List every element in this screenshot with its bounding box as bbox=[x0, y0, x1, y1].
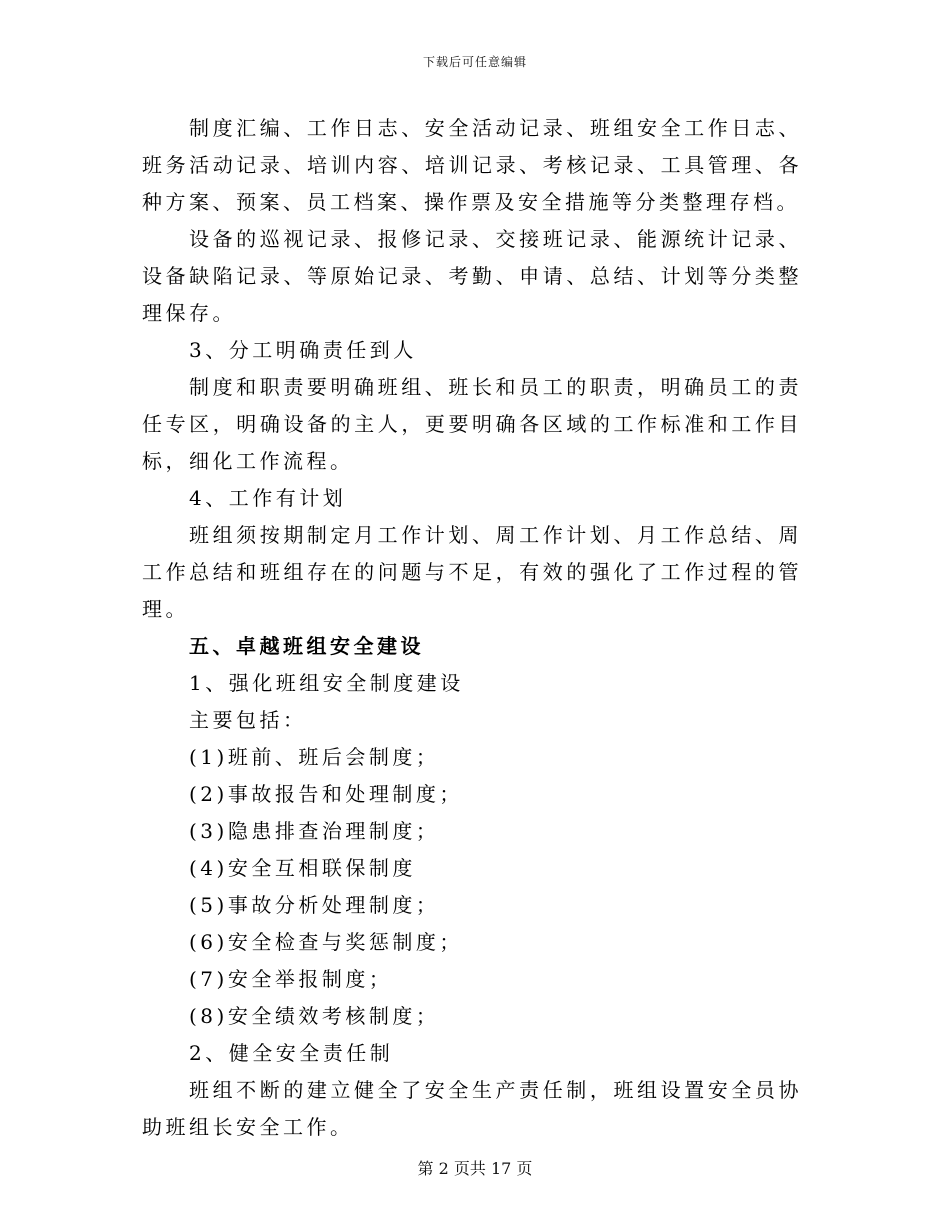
list-item: (6)安全检查与奖惩制度； bbox=[189, 930, 463, 954]
list-item: (1)班前、班后会制度； bbox=[189, 745, 440, 769]
page-header: 下载后可任意编辑 bbox=[422, 55, 527, 69]
paragraph-equipment-records: 设备的巡视记录、报修记录、交接班记录、能源统计记录、设备缺陷记录、等原始记录、考勤、申请、总结、计划等分类整理保存。 bbox=[142, 227, 802, 325]
subheading-responsibility-system: 2、健全安全责任制 bbox=[189, 1041, 394, 1065]
paragraph-safety-officer: 班组不断的建立健全了安全生产责任制，班组设置安全员协助班组长安全工作。 bbox=[142, 1078, 802, 1139]
document-body bbox=[142, 110, 802, 1146]
paragraph-includes: 主要包括： bbox=[189, 708, 307, 732]
subheading-safety-system: 1、强化班组安全制度建设 bbox=[189, 671, 464, 695]
paragraph-archive-records: 制度汇编、工作日志、安全活动记录、班组安全工作日志、班务活动记录、培训内容、培训记录、考核记录、工具管理、各种方案、预案、员工档案、操作票及安全措施等分类整理存档。 bbox=[142, 116, 802, 214]
paragraph-work-plan: 班组须按期制定月工作计划、周工作计划、月工作总结、周工作总结和班组存在的问题与不足，有效的强化了工作过程的管理。 bbox=[142, 523, 802, 621]
list-item: (4)安全互相联保制度 bbox=[189, 856, 416, 880]
list-item: (2)事故报告和处理制度； bbox=[189, 782, 463, 806]
list-item: (8)安全绩效考核制度； bbox=[189, 1004, 440, 1028]
list-item: (5)事故分析处理制度； bbox=[189, 893, 440, 917]
list-item: (7)安全举报制度； bbox=[189, 967, 393, 991]
page-footer: 第 2 页共 17 页 bbox=[417, 1159, 533, 1178]
subheading-work-plan: 4、工作有计划 bbox=[189, 486, 347, 510]
paragraph-responsibilities: 制度和职责要明确班组、班长和员工的职责，明确员工的责任专区，明确设备的主人，更要明确各区域的工作标准和工作目标，细化工作流程。 bbox=[142, 375, 802, 473]
list-item: (3)隐患排查治理制度； bbox=[189, 819, 440, 843]
section-heading-safety-building: 五、卓越班组安全建设 bbox=[189, 634, 424, 658]
subheading-division-of-labor: 3、分工明确责任到人 bbox=[189, 338, 417, 362]
